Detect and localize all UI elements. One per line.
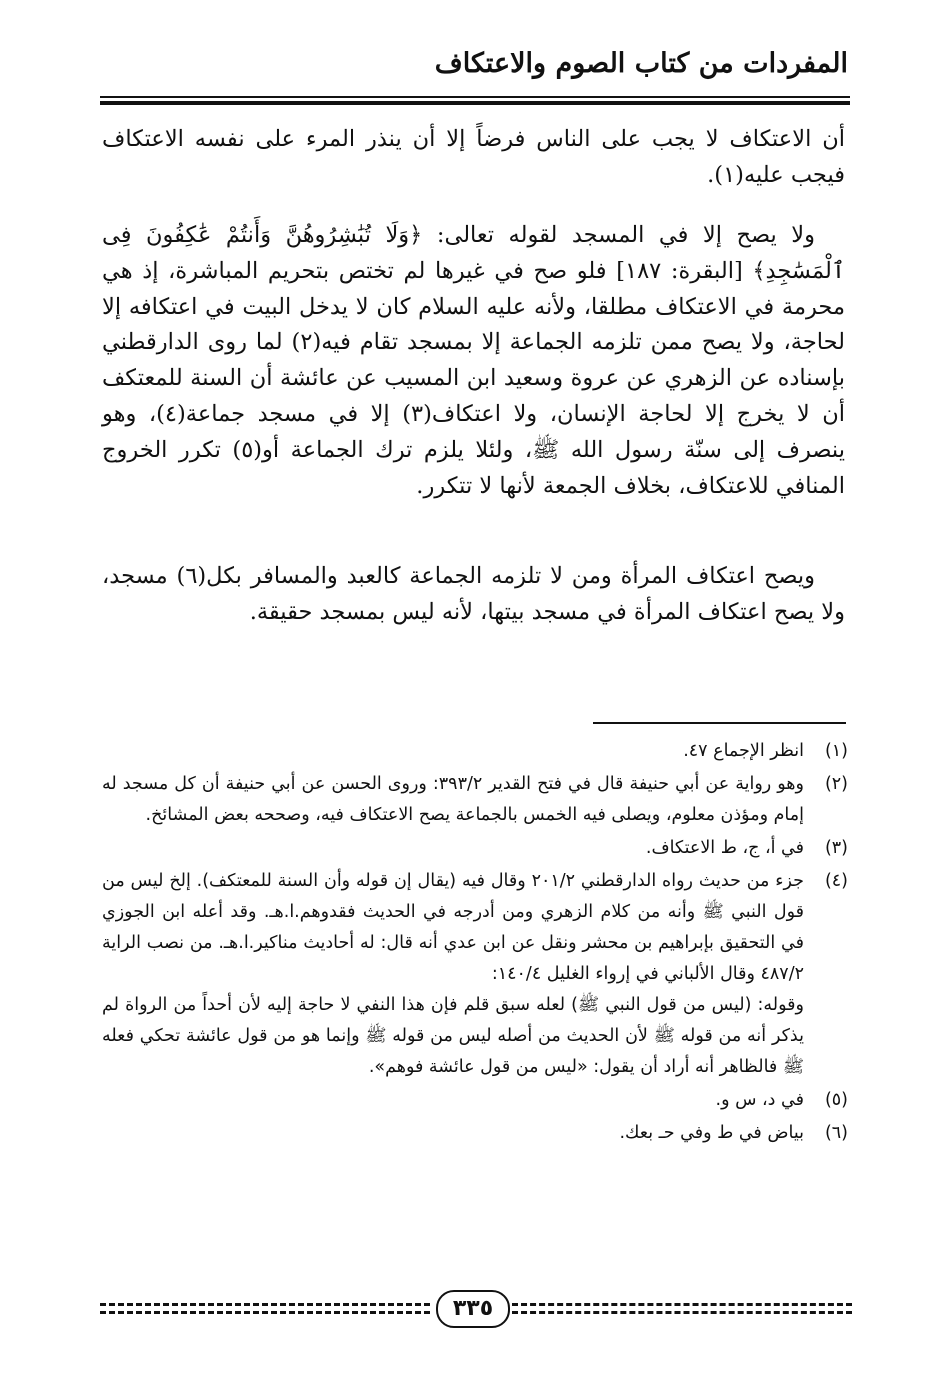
footer-dash-line — [100, 1303, 430, 1306]
page-footer — [100, 1290, 852, 1334]
footnote-text: في أ، ج، ط الاعتكاف. — [645, 838, 804, 858]
footnote-number: (٤) — [824, 871, 848, 891]
footer-dash-line — [512, 1311, 852, 1314]
footnote-number: (٣) — [824, 838, 848, 858]
paragraph-text: ولا يصح إلا في المسجد لقوله تعالى: ﴿وَلَا تُبَٰشِرُوهُنَّ وَأَنتُمْ عَٰكِفُونَ فِى ٱلْمَسَٰجِدِ﴾ [البقرة: ١٨٧] فلو صح في غيرها لم تختص بتحريم المباشرة، إذ هي محرمة في الاعتكاف مطلقا، ولأنه عليه السلام كان لا يدخل البيت في اعتكافه إلا لحاجة، ولا يصح ممن تلزمه الجماعة إلا بمسجد تقام فيه(٢) لما روى الدارقطني بإسناده عن الزهري عن عروة وسعيد ابن المسيب عن عائشة أن السنة للمعتكف أن لا يخرج إلا لحاجة الإنسان، ولا اعتكاف(٣) إلا في مسجد جماعة(٤)، وهو ينصرف إلى سنّة رسول الله ﷺ، ولئلا يلزم ترك الجماعة أو(٥) تكرر الخروج المنافي للاعتكاف، بخلاف الجمعة لأنها لا تتكرر. — [102, 222, 846, 499]
paragraph-text: ويصح اعتكاف المرأة ومن لا تلزمه الجماعة كالعبد والمسافر بكل(٦) مسجد، ولا يصح اعتكاف المرأة في مسجد بيتها، لأنه ليس بمسجد حقيقة. — [102, 563, 845, 625]
footnote-number: (٥) — [824, 1090, 848, 1110]
footnote-1 — [102, 736, 848, 767]
footnote-number: (١) — [824, 741, 848, 761]
running-header: المفردات من كتاب الصوم والاعتكاف — [434, 48, 848, 79]
footer-dash-line — [100, 1311, 430, 1314]
body-paragraph-3 — [102, 559, 845, 631]
body-paragraph-1 — [102, 122, 845, 194]
footnote-3 — [102, 833, 848, 864]
footnote-4 — [102, 866, 848, 1083]
footer-dash-line — [512, 1303, 852, 1306]
footnote-text: في د، س و. — [715, 1090, 804, 1110]
body-paragraph-2 — [102, 218, 845, 504]
footnote-number: (٦) — [824, 1123, 848, 1143]
footnote-separator — [593, 722, 846, 724]
footnote-6 — [102, 1118, 848, 1149]
footnote-text-continued: وقوله: (ليس من قول النبي ﷺ) لعله سبق قلم فإن هذا النفي لا حاجة إليه لأن أحداً من الرواة لم يذكر أنه من قوله ﷺ لأن الحديث من أصله ليس من قوله ﷺ وإنما هو من قول عائشة تحكي فعله ﷺ فالظاهر أنه أراد أن يقول: «ليس من قول عائشة فوهم». — [102, 995, 804, 1077]
footnote-text: جزء من حديث رواه الدارقطني ٢٠١/٢ وقال فيه (يقال إن قوله وأن السنة للمعتكف). إلخ ليس من قول النبي ﷺ وأنه من كلام الزهري ومن أدرجه في الحديث فقدوهم.ا.هـ. وقد أعله ابن الجوزي في التحقيق بإبراهيم بن محشر ونقل عن ابن عدي أنه قال: له أحاديث مناكير.ا.هـ. من نصب الراية ٤٨٧/٢ وقال الألباني في إرواء الغليل ١٤٠/٤: — [102, 871, 804, 984]
footnote-number: (٢) — [824, 774, 848, 794]
page-number: ٣٣٥ — [436, 1290, 510, 1328]
paragraph-text: أن الاعتكاف لا يجب على الناس فرضاً إلا أن ينذر المرء على نفسه الاعتكاف فيجب عليه(١). — [102, 126, 845, 188]
header-rule-thick — [100, 101, 850, 105]
footnote-text: وهو رواية عن أبي حنيفة قال في فتح القدير ٣٩٣/٢: وروى الحسن عن أبي حنيفة أن كل مسجد له إمام ومؤذن معلوم، ويصلى فيه الخمس بالجماعة يصح الاعتكاف فيه، وصححه بعض المشائخ. — [102, 774, 804, 825]
footnote-5 — [102, 1085, 848, 1116]
footnotes — [102, 736, 848, 1151]
footnote-text: انظر الإجماع ٤٧. — [683, 741, 804, 761]
footnote-2 — [102, 769, 848, 831]
footnote-text: بياض في ط وفي حـ بعك. — [619, 1123, 804, 1143]
header-rule-thin — [100, 96, 850, 98]
